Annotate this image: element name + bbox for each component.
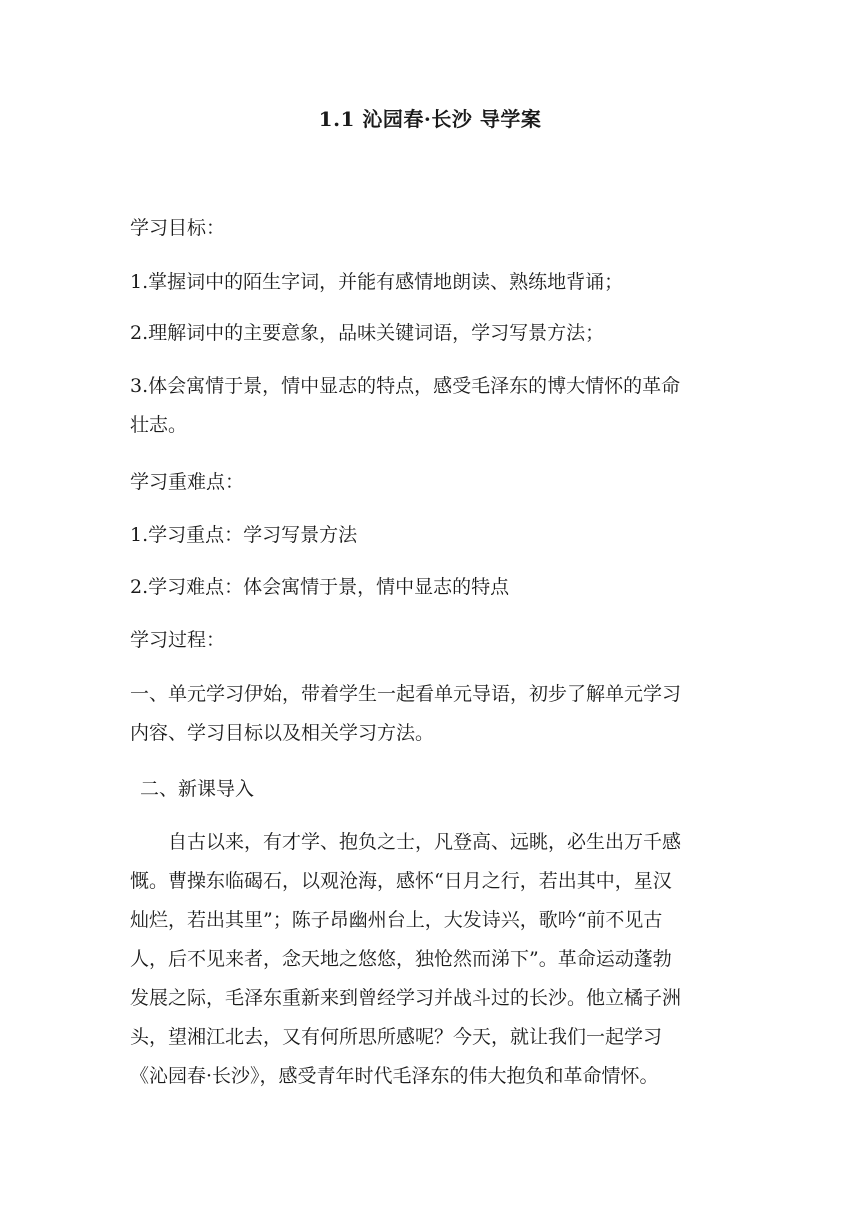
intro-paragraph	[130, 823, 730, 1096]
step-1-line-2: 内容、学习目标以及相关学习方法。	[130, 722, 435, 744]
step-1-line-1: 一、单元学习伊始，带着学生一起看单元导语，初步了解单元学习	[130, 683, 682, 705]
document-title: 1.1 沁园春·长沙 导学案	[318, 107, 542, 131]
intro-line: 慨。曹操东临碣石，以观沧海，感怀“日月之行，若出其中，星汉	[130, 870, 672, 892]
step-2-heading: 二、新课导入	[140, 778, 255, 800]
step-1	[130, 675, 730, 753]
key-points-heading: 学习重难点：	[130, 471, 245, 493]
intro-line: 人，后不见来者，念天地之悠悠，独怆然而涕下”。革命运动蓬勃	[130, 948, 672, 970]
intro-line: 灿烂，若出其里”；陈子昂幽州台上，大发诗兴，歌吟“前不见古	[130, 909, 663, 931]
key-point-2: 2.学习难点：体会寓情于景，情中显志的特点	[130, 576, 510, 598]
objective-3-line-2: 壮志。	[130, 414, 188, 436]
intro-line: 自古以来，有才学、抱负之士，凡登高、远眺，必生出万千感	[130, 831, 682, 853]
objective-3-line-1: 3.体会寓情于景，情中显志的特点，感受毛泽东的博大情怀的革命	[130, 375, 681, 397]
objective-3	[130, 367, 730, 445]
objective-2: 2.理解词中的主要意象，品味关键词语，学习写景方法；	[130, 322, 605, 344]
process-heading: 学习过程：	[130, 629, 226, 651]
intro-line: 头，望湘江北去，又有何所思所感呢？今天，就让我们一起学习	[130, 1026, 663, 1048]
objective-1: 1.掌握词中的陌生字词，并能有感情地朗读、熟练地背诵；	[130, 271, 624, 293]
objectives-heading: 学习目标：	[130, 217, 226, 239]
intro-line: 《沁园春·长沙》，感受青年时代毛泽东的伟大抱负和革命情怀。	[130, 1065, 659, 1087]
intro-line: 发展之际，毛泽东重新来到曾经学习并战斗过的长沙。他立橘子洲	[130, 987, 682, 1009]
key-point-1: 1.学习重点：学习写景方法	[130, 524, 358, 546]
